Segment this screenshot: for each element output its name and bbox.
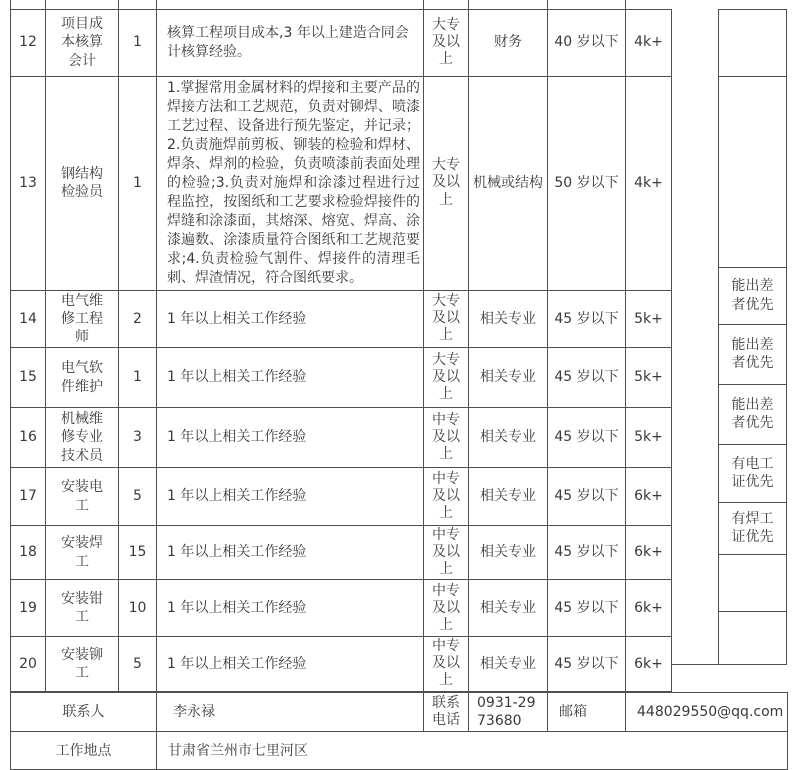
cell-headcount: 1 — [119, 76, 157, 290]
cell-major: 机械或结构 — [469, 76, 548, 290]
merged-empty-column — [672, 0, 718, 665]
cell-note: 有焊工证优先 — [719, 502, 787, 554]
cell-requirements: 1 年以上相关工作经验 — [157, 348, 424, 408]
cell-position: 安装电工 — [46, 468, 119, 526]
cell-note: 能出差者优先 — [719, 324, 787, 384]
cell-headcount: 1 — [119, 348, 157, 408]
cell-salary: 4k+ — [626, 9, 672, 76]
cell-no: 16 — [11, 408, 46, 468]
cell-note: 有电工证优先 — [719, 444, 787, 502]
cell-age: 45 岁以下 — [548, 637, 626, 691]
cell-position: 安装铆工 — [46, 637, 119, 691]
table-row — [11, 408, 672, 468]
cell-headcount: 10 — [119, 580, 157, 637]
cell-position: 钢结构检验员 — [46, 76, 119, 290]
cell-salary: 5k+ — [626, 290, 672, 348]
cell-requirements: 1 年以上相关工作经验 — [157, 290, 424, 348]
table-row — [11, 637, 672, 691]
cell-no: 19 — [11, 580, 46, 637]
cell-no: 20 — [11, 637, 46, 691]
cell-major: 相关专业 — [469, 348, 548, 408]
cell-note — [719, 554, 787, 611]
cell-salary: 6k+ — [626, 637, 672, 691]
cell-requirements: 核算工程项目成本,3 年以上建造合同会计核算经验。 — [157, 9, 424, 76]
cell-salary: 5k+ — [626, 348, 672, 408]
cell-major: 相关专业 — [469, 408, 548, 468]
table-row — [11, 468, 672, 526]
cell-major: 相关专业 — [469, 526, 548, 580]
cell-major: 相关专业 — [469, 290, 548, 348]
cell-headcount: 2 — [119, 290, 157, 348]
location-label: 工作地点 — [11, 732, 157, 770]
contact-name: 李永禄 — [157, 692, 424, 732]
jobs-section — [10, 0, 787, 692]
cell-position: 机械维修专业技术员 — [46, 408, 119, 468]
email-label: 邮箱 — [548, 692, 626, 732]
jobs-table — [10, 0, 672, 692]
phone-label: 联系电话 — [424, 692, 469, 732]
cell-no: 13 — [11, 76, 46, 290]
cell-salary: 4k+ — [626, 76, 672, 290]
cell-salary: 6k+ — [626, 468, 672, 526]
cell-major: 相关专业 — [469, 637, 548, 691]
cell-age: 40 岁以下 — [548, 9, 626, 76]
cell-note — [719, 76, 787, 267]
cell-major: 财务 — [469, 9, 548, 76]
cell-position: 电气维修工程师 — [46, 290, 119, 348]
table-row — [11, 348, 672, 408]
cell-requirements: 1 年以上相关工作经验 — [157, 637, 424, 691]
cell-age: 45 岁以下 — [548, 468, 626, 526]
cell-salary: 5k+ — [626, 408, 672, 468]
cell-headcount: 15 — [119, 526, 157, 580]
cell-education: 大专及以上 — [424, 9, 469, 76]
clipped-row-stub — [719, 0, 787, 9]
cell-age: 45 岁以下 — [548, 348, 626, 408]
cell-position: 安装焊工 — [46, 526, 119, 580]
cell-headcount: 1 — [119, 9, 157, 76]
table-row — [11, 580, 672, 637]
cell-no: 15 — [11, 348, 46, 408]
cell-major: 相关专业 — [469, 468, 548, 526]
email-address: 448029550@qq.com — [626, 692, 788, 732]
cell-education: 中专及以上 — [424, 637, 469, 691]
cell-note — [719, 9, 787, 76]
contact-label: 联系人 — [11, 692, 157, 732]
cell-headcount: 5 — [119, 637, 157, 691]
cell-requirements: 1 年以上相关工作经验 — [157, 580, 424, 637]
cell-salary: 6k+ — [626, 580, 672, 637]
cell-requirements: 1 年以上相关工作经验 — [157, 468, 424, 526]
cell-headcount: 5 — [119, 468, 157, 526]
cell-age: 45 岁以下 — [548, 408, 626, 468]
cell-headcount: 3 — [119, 408, 157, 468]
cell-no: 14 — [11, 290, 46, 348]
cell-age: 50 岁以下 — [548, 76, 626, 290]
clipped-row-stub — [11, 0, 672, 9]
location-row — [11, 732, 788, 770]
cell-note: 能出差者优先 — [719, 384, 787, 444]
cell-requirements: 1 年以上相关工作经验 — [157, 526, 424, 580]
location-value: 甘肃省兰州市七里河区 — [157, 732, 788, 770]
cell-education: 大专及以上 — [424, 76, 469, 290]
phone-number: 0931-2973680 — [469, 692, 548, 732]
cell-age: 45 岁以下 — [548, 290, 626, 348]
notes-column — [718, 0, 787, 665]
cell-note: 能出差者优先 — [719, 267, 787, 324]
cell-education: 大专及以上 — [424, 348, 469, 408]
cell-no: 18 — [11, 526, 46, 580]
cell-no: 17 — [11, 468, 46, 526]
cell-position: 安装钳工 — [46, 580, 119, 637]
cell-education: 中专及以上 — [424, 408, 469, 468]
cell-education: 大专及以上 — [424, 290, 469, 348]
cell-education: 中专及以上 — [424, 580, 469, 637]
cell-position: 电气软件维护 — [46, 348, 119, 408]
table-row — [11, 290, 672, 348]
cell-age: 45 岁以下 — [548, 526, 626, 580]
cell-salary: 6k+ — [626, 526, 672, 580]
contact-table — [10, 692, 788, 770]
contact-row — [11, 692, 788, 732]
cell-note — [719, 611, 787, 664]
cell-major: 相关专业 — [469, 580, 548, 637]
cell-requirements: 1 年以上相关工作经验 — [157, 408, 424, 468]
job-listing-table — [10, 0, 787, 770]
table-row — [11, 526, 672, 580]
cell-no: 12 — [11, 9, 46, 76]
cell-education: 中专及以上 — [424, 526, 469, 580]
cell-age: 45 岁以下 — [548, 580, 626, 637]
table-row — [11, 76, 672, 290]
cell-position: 项目成本核算会计 — [46, 9, 119, 76]
cell-education: 中专及以上 — [424, 468, 469, 526]
table-row — [11, 9, 672, 76]
cell-requirements: 1.掌握常用金属材料的焊接和主要产品的焊接方法和工艺规范，负责对铆焊、喷漆工艺过程、设备进行预先鉴定，并记录；2.负责施焊前剪板、铆装的检验和焊材、焊条、焊剂的检验，负责喷漆前表面处理的检验;3.负责对施焊和涂漆过程进行过程监控，按图纸和工艺要求检验焊接件的焊缝和涂漆面，其熔深、熔宽、焊高、涂漆遍数、涂漆质量符合图纸和工艺规范要求;4.负责检验气割件、焊接件的清理毛刺、焊渣情况，符合图纸要求。 — [157, 76, 424, 290]
